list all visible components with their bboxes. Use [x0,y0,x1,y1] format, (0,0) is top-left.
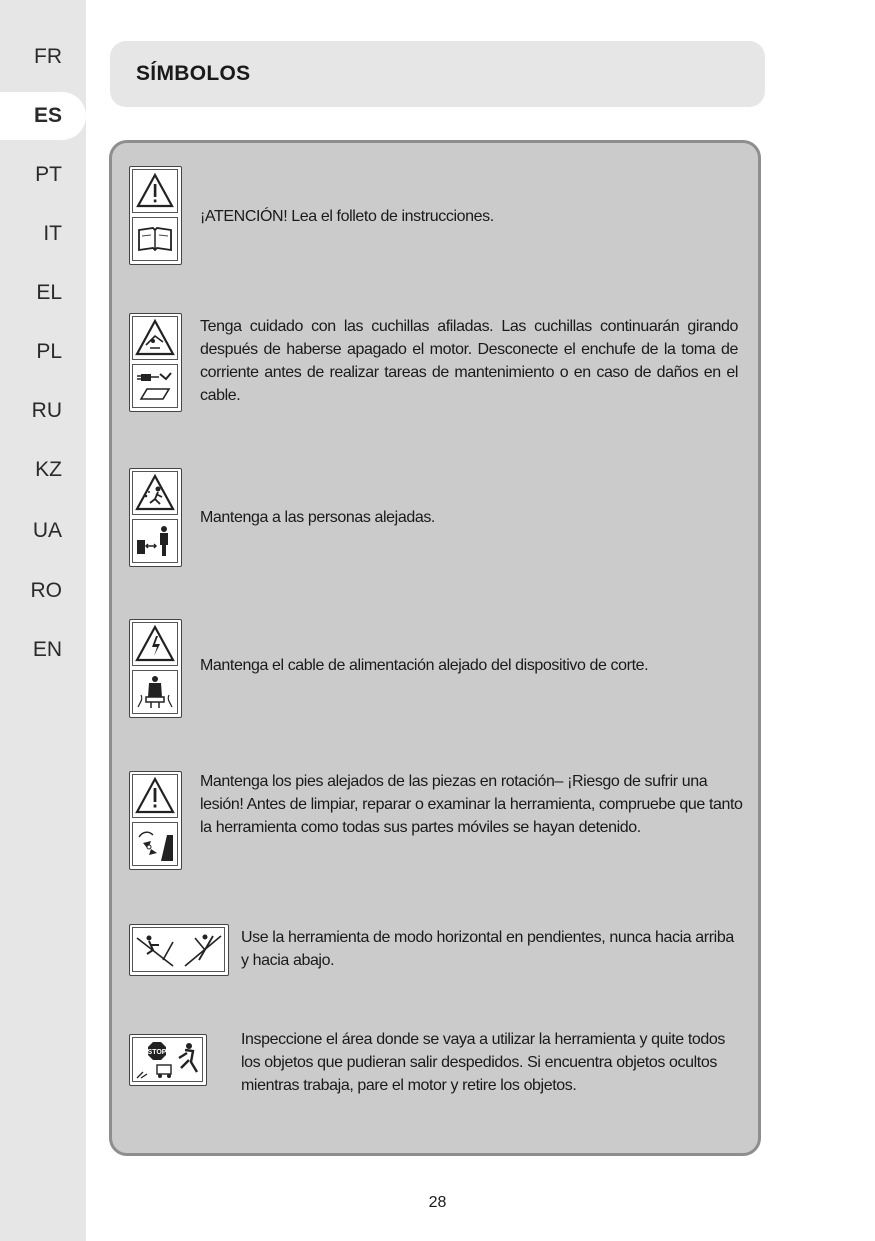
symbol-3-text: Mantenga a las personas alejadas. [200,509,435,526]
page-number [0,1194,875,1212]
symbol-6-text: Use la herramienta de modo horizontal en pendientes, nunca hacia arriba y hacia abajo. [241,929,734,969]
lang-tab-fr[interactable]: FR [34,45,62,68]
symbol-4-text: Mantenga el cable de alimentación alejado del dispositivo de corte. [200,657,649,674]
rotating-blade-feet-icon [132,822,178,866]
lang-tab-el[interactable]: EL [36,281,62,304]
lang-tab-pt[interactable]: PT [35,163,62,186]
lang-tab-en[interactable]: EN [32,638,62,661]
language-sidebar [0,0,86,1241]
symbol-2-icons [129,313,182,412]
lang-tab-ro[interactable]: RO [30,579,62,602]
keep-bystanders-away-icon [132,519,178,563]
symbol-1-icons [129,166,182,265]
symbol-2-text: Tenga cuidado con las cuchillas afiladas. Las cuchillas continuarán girando después de haberse apagado el motor. Desconecte el enchufe de la toma de corriente antes de realizar tareas de mantenimiento o en caso de daños en el cable. [200,318,738,404]
symbol-4-icons [129,619,182,718]
lang-tab-ua[interactable]: UA [32,519,62,542]
instruction-book-icon [132,217,178,261]
lang-tab-pl[interactable]: PL [36,340,62,363]
symbol-5-text: Mantenga los pies alejados de las piezas en rotación– ¡Riesgo de sufrir una lesión! Antes de limpiar, reparar o examinar la herramienta, compruebe que tanto la herramienta como todas sus partes móviles se hayan detenido. [200,773,743,836]
lang-tab-kz[interactable]: KZ [35,458,62,481]
stop-sign-label: STOP [147,1049,167,1056]
exclamation-warning-icon [132,774,178,818]
symbol-1-text: ¡ATENCIÓN! Lea el folleto de instrucciones. [200,208,494,225]
stop-remove-objects-icon [132,1037,203,1082]
warning-triangle-icon [132,169,178,213]
symbol-3-icons [129,468,182,567]
symbol-5-icons [129,771,182,870]
symbols-panel [109,140,761,1156]
thrown-objects-warning-icon [132,471,178,515]
electric-shock-warning-icon [132,622,178,666]
lang-tab-es[interactable]: ES [0,92,86,140]
section-header [110,41,765,107]
unplug-cable-icon [132,364,178,408]
slope-mowing-horizontal-icon [132,927,225,972]
symbol-6-icons [129,924,229,976]
sharp-blades-warning-icon [132,316,178,360]
symbol-7-text: Inspeccione el área donde se vaya a utilizar la herramienta y quite todos los objetos que pudieran salir despedidos. Si encuentra objetos ocultos mientras trabaja, pare el motor y retire los objetos. [241,1031,725,1094]
page-number-value: 28 [428,1194,447,1211]
lang-tab-it[interactable]: IT [43,222,62,245]
cable-away-from-cutter-icon [132,670,178,714]
symbol-7-icons [129,1034,207,1086]
section-title: SÍMBOLOS [136,62,251,85]
lang-tab-ru[interactable]: RU [31,399,62,422]
